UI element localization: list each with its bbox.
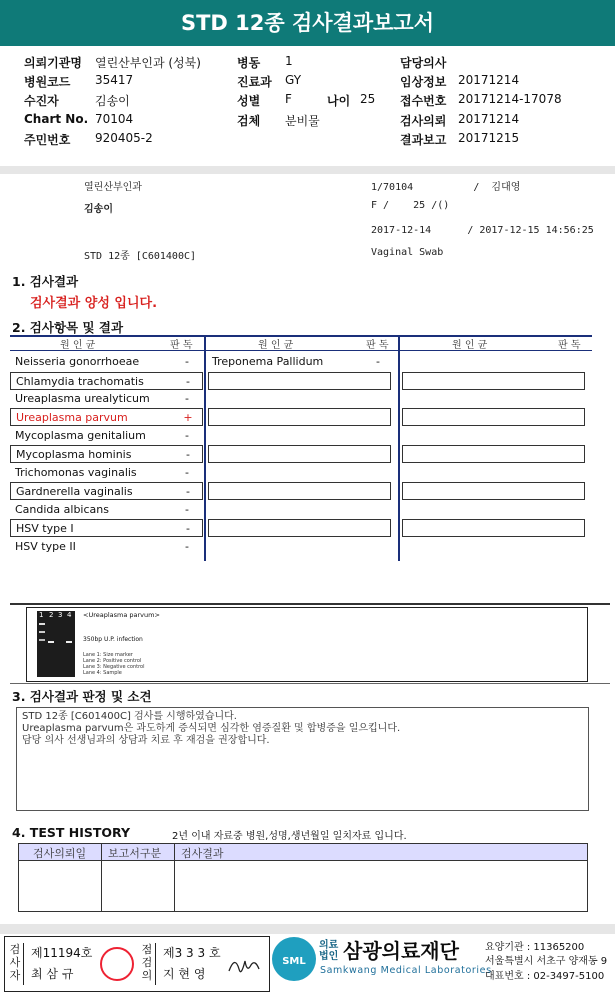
label-department: 진료과	[237, 75, 272, 89]
label-sex: 성별	[237, 94, 261, 108]
examiner-name: 최 삼 규	[31, 967, 74, 981]
gel-legend-item: Lane 2: Positive control	[83, 658, 142, 664]
results-table	[10, 335, 592, 561]
empty-cell	[208, 445, 391, 463]
label-receipt-no: 접수번호	[400, 94, 447, 108]
empty-cell	[402, 372, 585, 390]
empty-cell	[402, 482, 585, 500]
section3-title: 3. 검사결과 판정 및 소견	[12, 689, 152, 704]
table-row	[10, 519, 203, 537]
label-clinical-info: 임상정보	[400, 75, 447, 89]
gel-band	[48, 641, 54, 643]
organism-result: -	[186, 522, 190, 535]
organism-name: Ureaplasma urealyticum	[15, 392, 150, 405]
value-report-date: 20171215	[458, 131, 520, 145]
organism-result: -	[186, 448, 190, 461]
col1-header-name: 원 인 균	[60, 340, 96, 351]
lane-number: 1	[39, 611, 44, 619]
value-request-date: 20171214	[458, 112, 520, 126]
examiner-stamp	[100, 947, 134, 981]
lane-number: 3	[58, 611, 63, 619]
organism-name: Mycoplasma genitalium	[15, 429, 146, 442]
empty-cell	[402, 519, 585, 537]
empty-cell	[208, 372, 391, 390]
findings-box	[16, 707, 589, 811]
organism-result: -	[186, 375, 190, 388]
organism-name: Ureaplasma parvum	[16, 411, 128, 424]
table-row	[10, 390, 203, 408]
header-info	[0, 50, 615, 166]
gel-image	[37, 611, 75, 677]
table-top-line	[10, 335, 592, 337]
label-institution: 의뢰기관명	[24, 56, 82, 70]
organism-name: Treponema Pallidum	[212, 355, 324, 368]
signature-box	[4, 936, 270, 992]
value-department: GY	[285, 73, 302, 87]
gel-legend-item: Lane 1: Size marker	[83, 652, 133, 658]
empty-cell	[402, 445, 585, 463]
table-row	[10, 501, 203, 519]
gel-legend-item: Lane 3: Negative control	[83, 664, 145, 670]
history-col-report-type: 보고서구분	[108, 847, 162, 860]
lane-number: 2	[49, 611, 54, 619]
finding-line: 담당 의사 선생님과의 상담과 치료 후 재검을 권장합니다.	[22, 735, 270, 746]
gel-legend-item: Lane 4: Sample	[83, 670, 122, 676]
label-ward: 병동	[237, 56, 261, 70]
empty-cell	[208, 408, 391, 426]
value-sex: F	[285, 92, 292, 106]
gel-caption: <Ureaplasma parvum>	[83, 611, 160, 619]
history-table	[18, 843, 588, 912]
col-separator-2	[398, 335, 400, 561]
gel-band	[39, 639, 45, 641]
label-report-date: 결과보고	[400, 133, 447, 147]
summary-sex-age: F / 25 /()	[371, 200, 450, 211]
finding-line: Ureaplasma parvum은 과도하게 증식되면 심각한 염증질환 및 합병증을 일으킵니다.	[22, 723, 401, 734]
organism-result: -	[185, 503, 189, 516]
empty-cell	[208, 519, 391, 537]
table-row	[10, 464, 203, 482]
col2-header-name: 원 인 균	[258, 340, 294, 351]
organism-result: -	[186, 485, 190, 498]
org-code: 요양기관 : 11365200	[485, 942, 585, 953]
checker-name: 지 현 영	[163, 967, 206, 981]
summary-specimen: Vaginal Swab	[371, 247, 444, 258]
sml-logo-icon: SML	[272, 937, 316, 981]
organism-name: HSV type I	[16, 522, 74, 535]
org-english-name: Samkwang Medical Laboratories	[320, 965, 492, 976]
summary-chart-doctor: 1/70104 / 김대영	[371, 182, 521, 193]
table-row	[10, 372, 203, 390]
organism-result: -	[185, 429, 189, 442]
label-request-date: 검사의뢰	[400, 114, 447, 128]
table-row	[10, 538, 203, 556]
organism-result: -	[185, 466, 189, 479]
gel-band	[39, 623, 45, 625]
table-header-line	[10, 350, 592, 351]
org-phone: 대표번호 : 02-3497-5100	[485, 971, 605, 982]
value-clinical-info: 20171214	[458, 73, 520, 87]
organism-result: -	[376, 355, 380, 368]
label-specimen: 검체	[237, 114, 261, 128]
finding-line: STD 12종 [C601400C] 검사를 시행하였습니다.	[22, 711, 237, 722]
summary-patient: 김송이	[84, 204, 113, 215]
organism-result: -	[185, 355, 189, 368]
label-doctor: 담당의사	[400, 56, 447, 70]
gel-band-label: 350bp U.P. infection	[83, 636, 143, 643]
history-col-sep	[101, 844, 102, 911]
value-age: 25	[360, 92, 376, 106]
history-col-request-date: 검사의뢰일	[33, 847, 87, 860]
organism-name: Candida albicans	[15, 503, 109, 516]
value-specimen: 분비물	[285, 114, 320, 128]
footer-divider	[0, 924, 615, 934]
org-prefix: 의료 법인	[319, 940, 339, 962]
gel-band	[39, 631, 45, 633]
positive-result: 검사결과 양성 입니다.	[30, 296, 158, 311]
empty-cell	[402, 408, 585, 426]
table-row	[10, 445, 203, 463]
organism-name: Neisseria gonorrhoeae	[15, 355, 140, 368]
organism-name: Gardnerella vaginalis	[16, 485, 133, 498]
organism-name: Chlamydia trachomatis	[16, 375, 144, 388]
history-col-result: 검사결과	[181, 847, 224, 860]
lane-number: 4	[67, 611, 72, 619]
org-address: 서울특별시 서초구 양재동 9	[485, 956, 608, 967]
label-patient: 수진자	[24, 94, 59, 108]
label-resident-no: 주민번호	[24, 133, 71, 147]
organism-name: Trichomonas vaginalis	[15, 466, 137, 479]
value-patient: 김송이	[95, 94, 130, 108]
checker-label: 점검의	[139, 943, 156, 985]
empty-cell	[208, 482, 391, 500]
summary-hospital: 열린산부인과	[84, 182, 142, 193]
organism-name: Mycoplasma hominis	[16, 448, 132, 461]
gel-legend	[83, 652, 145, 676]
organism-result: -	[185, 540, 189, 553]
value-receipt-no: 20171214-17078	[458, 92, 562, 106]
section2-title: 2. 검사항목 및 결과	[12, 320, 124, 335]
history-note: 2년 이내 자료중 병원,성명,생년월일 일치자료 입니다.	[172, 831, 407, 842]
label-chart-no: Chart No.	[24, 112, 89, 126]
organism-name: HSV type II	[15, 540, 76, 553]
table-row	[10, 482, 203, 500]
gel-image-frame	[26, 607, 588, 682]
table-row-positive	[10, 408, 203, 426]
table-row	[10, 427, 203, 445]
value-ward: 1	[285, 54, 293, 68]
col-separator-1	[204, 335, 206, 561]
examiner-license: 제11194호	[31, 946, 93, 960]
summary-dates: 2017-12-14 / 2017-12-15 14:56:25	[371, 225, 594, 236]
label-age: 나이	[327, 94, 351, 108]
col3-header-name: 원 인 균	[452, 340, 488, 351]
divider	[0, 166, 615, 174]
checker-signature	[227, 951, 261, 979]
value-hospital-code: 35417	[95, 73, 134, 87]
section4-title: 4. TEST HISTORY	[12, 825, 131, 840]
report-title: STD 12종 검사결과보고서	[0, 0, 615, 46]
value-chart-no: 70104	[95, 112, 134, 126]
section1-title: 1. 검사결과	[12, 274, 79, 289]
label-hospital-code: 병원코드	[24, 75, 71, 89]
gel-band	[66, 641, 72, 643]
col2-header-result: 판 독	[366, 340, 389, 351]
col3-header-result: 판 독	[558, 340, 581, 351]
history-header	[19, 844, 587, 861]
organism-result: -	[185, 392, 189, 405]
org-name: 삼광의료재단	[343, 939, 459, 963]
checker-license: 제3 3 3 호	[163, 946, 221, 960]
examiner-label: 검사자	[7, 943, 24, 985]
gel-image-panel	[10, 603, 610, 684]
table-row	[10, 353, 203, 371]
organism-result: +	[183, 411, 193, 424]
value-resident-no: 920405-2	[95, 131, 153, 145]
col1-header-result: 판 독	[170, 340, 193, 351]
history-col-sep	[174, 844, 175, 911]
value-institution: 열린산부인과 (성북)	[95, 56, 201, 70]
summary-test: STD 12종 [C601400C]	[84, 251, 197, 262]
